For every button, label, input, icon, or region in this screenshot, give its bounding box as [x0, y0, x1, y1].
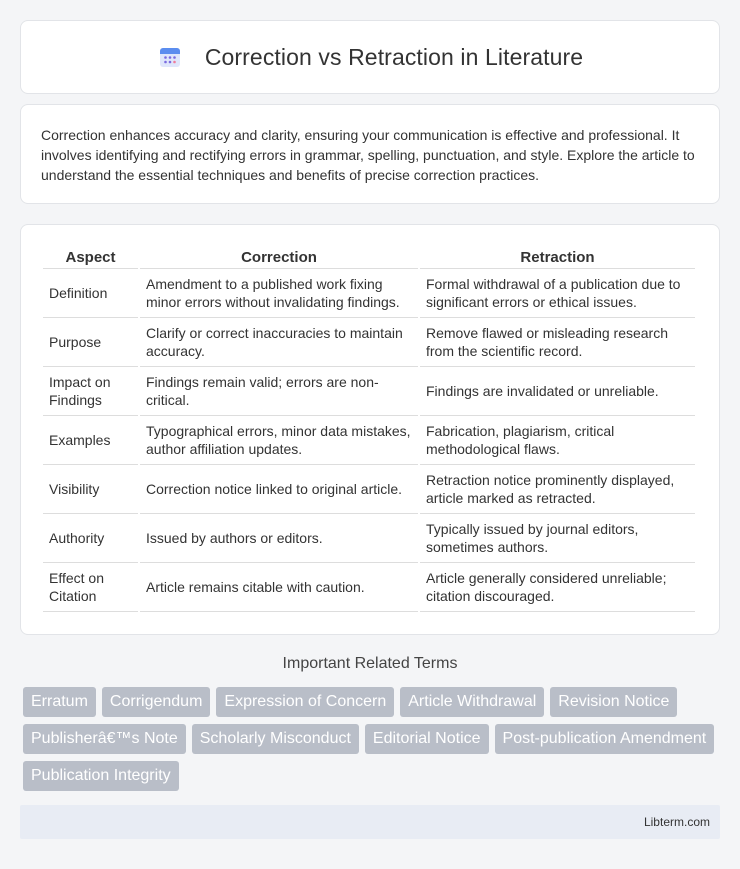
cell-retraction: Formal withdrawal of a publication due to significant errors or ethical issues. — [420, 269, 695, 318]
table-row — [43, 465, 695, 514]
header-retraction: Retraction — [420, 243, 695, 269]
cell-correction: Correction notice linked to original article. — [140, 465, 418, 514]
related-terms-title: Important Related Terms — [282, 655, 458, 672]
cell-retraction: Article generally considered unreliable; citation discouraged. — [420, 563, 695, 612]
term-tag[interactable]: Expression of Concern — [216, 687, 394, 717]
cell-correction: Amendment to a published work fixing minor errors without invalidating findings. — [140, 269, 418, 318]
calendar-icon — [157, 44, 183, 70]
cell-aspect: Purpose — [43, 318, 138, 367]
cell-aspect: Authority — [43, 514, 138, 563]
cell-retraction: Remove flawed or misleading research from the scientific record. — [420, 318, 695, 367]
cell-aspect: Definition — [43, 269, 138, 318]
term-tag[interactable]: Corrigendum — [102, 687, 210, 717]
cell-correction: Article remains citable with caution. — [140, 563, 418, 612]
cell-correction: Findings remain valid; errors are non-critical. — [140, 367, 418, 416]
cell-aspect: Effect on Citation — [43, 563, 138, 612]
cell-retraction: Findings are invalidated or unreliable. — [420, 367, 695, 416]
cell-correction: Typographical errors, minor data mistakes, author affiliation updates. — [140, 416, 418, 465]
table-row — [43, 514, 695, 563]
table-header-row — [43, 243, 695, 269]
term-tag[interactable]: Publisherâ€™s Note — [23, 724, 186, 754]
footer — [20, 805, 720, 839]
header-aspect: Aspect — [43, 243, 138, 269]
cell-correction: Clarify or correct inaccuracies to maintain accuracy. — [140, 318, 418, 367]
table-row — [43, 367, 695, 416]
footer-site-link[interactable]: Libterm.com — [643, 815, 710, 829]
header-card — [20, 20, 720, 94]
page-title: Correction vs Retraction in Literature — [204, 43, 584, 70]
table-row — [43, 563, 695, 612]
cell-retraction: Fabrication, plagiarism, critical methodological flaws. — [420, 416, 695, 465]
term-tag[interactable]: Article Withdrawal — [400, 687, 544, 717]
cell-aspect: Examples — [43, 416, 138, 465]
cell-correction: Issued by authors or editors. — [140, 514, 418, 563]
term-tag[interactable]: Erratum — [23, 687, 96, 717]
comparison-card — [20, 224, 720, 635]
term-tag[interactable]: Publication Integrity — [23, 761, 179, 791]
cell-retraction: Retraction notice prominently displayed, article marked as retracted. — [420, 465, 695, 514]
term-tag[interactable]: Revision Notice — [550, 687, 677, 717]
related-terms-list — [23, 687, 723, 798]
cell-aspect: Impact on Findings — [43, 367, 138, 416]
cell-aspect: Visibility — [43, 465, 138, 514]
term-tag[interactable]: Scholarly Misconduct — [192, 724, 359, 754]
intro-card — [20, 104, 720, 204]
table-row — [43, 416, 695, 465]
term-tag[interactable]: Editorial Notice — [365, 724, 489, 754]
header-correction: Correction — [140, 243, 418, 269]
table-row — [43, 318, 695, 367]
cell-retraction: Typically issued by journal editors, sometimes authors. — [420, 514, 695, 563]
comparison-table — [41, 243, 697, 612]
term-tag[interactable]: Post-publication Amendment — [495, 724, 715, 754]
table-row — [43, 269, 695, 318]
intro-text: Correction enhances accuracy and clarity, ensuring your communication is effective and professional. It involves identifying and rectifying errors in grammar, spelling, punctuation, and style. Explore the article to understand the essential techniques and benefits of precise correction practices. — [41, 127, 695, 183]
